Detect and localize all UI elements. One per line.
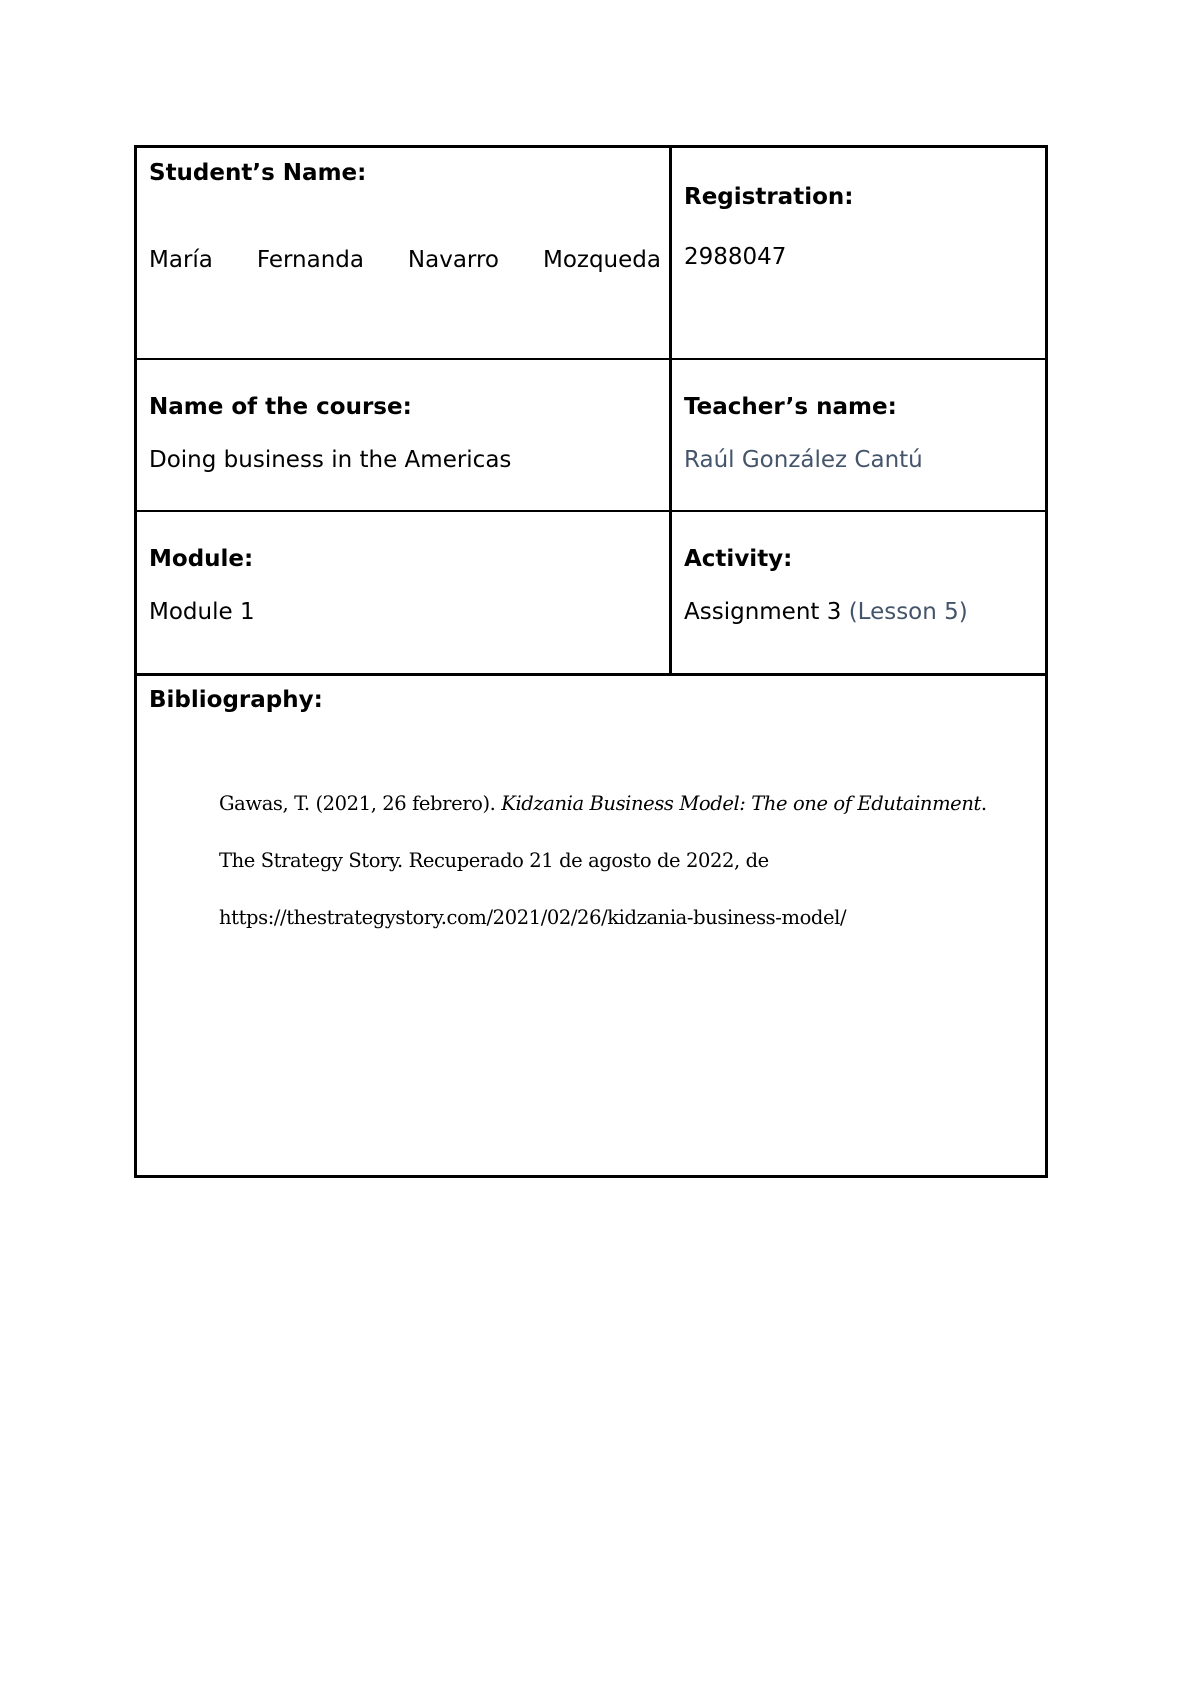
reference-author-date: Gawas, T. (2021, 26 febrero).	[219, 792, 502, 815]
student-name-label: Student’s Name:	[149, 160, 367, 186]
activity-lesson: (Lesson 5)	[848, 599, 968, 625]
bibliography-reference-url: https://thestrategystory.com/2021/02/26/kidzania-business-model/	[219, 906, 847, 929]
activity-assignment: Assignment 3	[684, 599, 842, 625]
course-value: Doing business in the Americas	[149, 447, 512, 473]
activity-label: Activity:	[684, 546, 793, 572]
teacher-label: Teacher’s name:	[684, 394, 897, 420]
teacher-cell	[672, 360, 1045, 510]
activity-value	[684, 599, 968, 625]
bibliography-reference-line-1	[219, 792, 987, 815]
student-name-value	[149, 247, 661, 273]
bibliography-reference-line-2: The Strategy Story. Recuperado 21 de agosto de 2022, de	[219, 849, 769, 872]
student-second-surname: Mozqueda	[542, 247, 661, 273]
reference-title: Kidzania Business Model: The one of Edutainment	[501, 792, 981, 815]
student-name-cell	[137, 148, 672, 358]
course-label: Name of the course:	[149, 394, 412, 420]
row-course-teacher	[137, 360, 1045, 512]
row-module-activity	[137, 512, 1045, 676]
row-bibliography	[137, 676, 1045, 1175]
reference-title-end: .	[980, 792, 987, 815]
bibliography-label: Bibliography:	[149, 687, 323, 713]
module-label: Module:	[149, 546, 254, 572]
bibliography-cell	[137, 676, 1045, 1175]
cover-info-table	[134, 145, 1048, 1178]
registration-cell	[672, 148, 1045, 358]
teacher-value: Raúl González Cantú	[684, 447, 923, 473]
student-first-name: María	[149, 247, 213, 273]
student-second-name: Fernanda	[256, 247, 364, 273]
student-first-surname: Navarro	[407, 247, 500, 273]
registration-value: 2988047	[684, 244, 787, 270]
module-cell	[137, 512, 672, 673]
module-value: Module 1	[149, 599, 255, 625]
row-student-registration	[137, 148, 1045, 360]
activity-cell	[672, 512, 1045, 673]
registration-label: Registration:	[684, 184, 854, 210]
course-cell	[137, 360, 672, 510]
